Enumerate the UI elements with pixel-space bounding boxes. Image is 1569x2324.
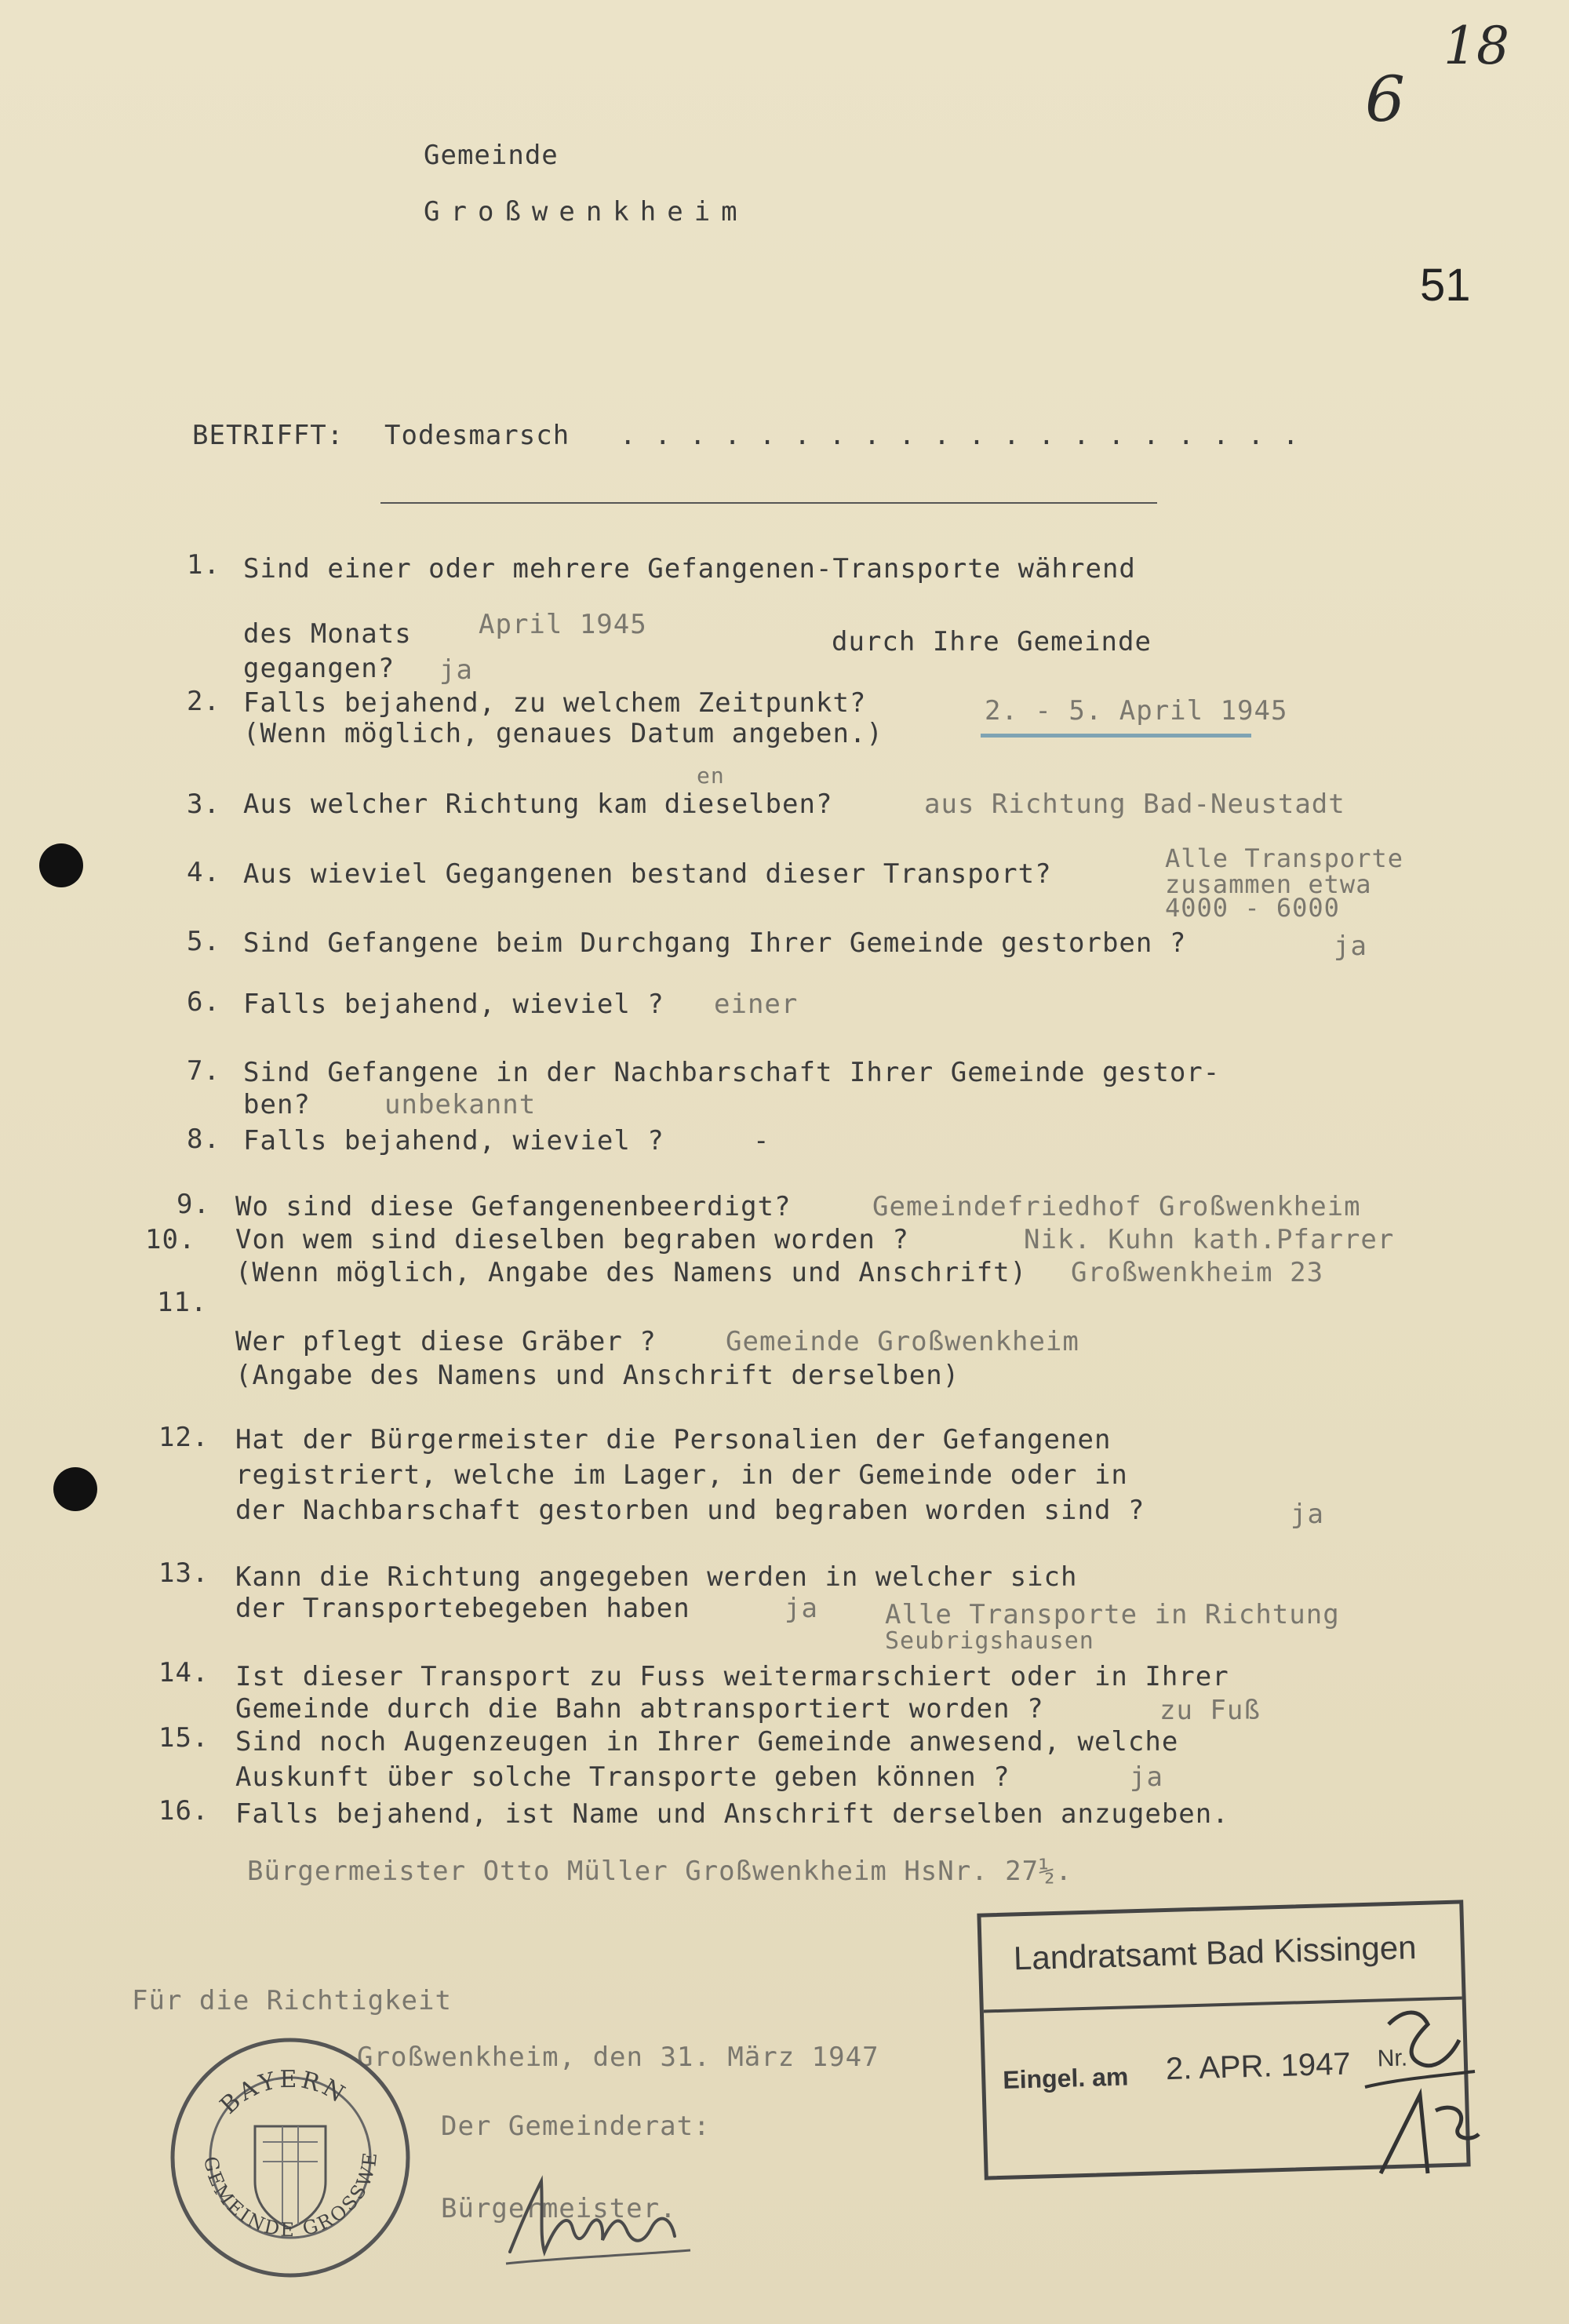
- q10-number: 10.: [145, 1224, 196, 1255]
- q3-correction: en: [697, 763, 725, 789]
- q6-number: 6.: [187, 986, 220, 1018]
- q3-answer: aus Richtung Bad-Neustadt: [924, 789, 1345, 820]
- q9-answer: Gemeindefriedhof Großwenkheim: [872, 1191, 1361, 1222]
- punch-hole-top: [39, 843, 83, 887]
- stamp-received-date: 2. APR. 1947: [1165, 2046, 1352, 2087]
- q12-line-1: Hat der Bürgermeister die Personalien der Gefangenen: [235, 1424, 1112, 1455]
- q12-number: 12.: [158, 1422, 209, 1453]
- q1-line-1: Sind einer oder mehrere Gefangenen-Transporte während: [243, 553, 1136, 585]
- handwritten-mark-18: 18: [1443, 16, 1509, 76]
- q5-answer: ja: [1334, 931, 1367, 962]
- q7-line-1: Sind Gefangene in der Nachbarschaft Ihrer Gemeinde gestor-: [243, 1057, 1221, 1088]
- municipal-seal: [165, 2032, 416, 2283]
- punch-hole-bottom: [53, 1467, 97, 1511]
- q10-answer-line-1: Nik. Kuhn kath.Pfarrer: [1024, 1224, 1395, 1255]
- q10-line-2: (Wenn möglich, Angabe des Namens und Anschrift): [235, 1257, 1028, 1288]
- seal-top-text: BAYERN: [214, 2065, 352, 2120]
- q6-question: Falls bejahend, wieviel ?: [243, 989, 664, 1020]
- q14-answer: zu Fuß: [1159, 1695, 1261, 1726]
- q15-line-2: Auskunft über solche Transporte geben können ?: [235, 1761, 1010, 1793]
- stamp-handwriting: [1334, 1993, 1491, 2181]
- subject-label: BETRIFFT:: [192, 420, 344, 451]
- q8-question: Falls bejahend, wieviel ?: [243, 1125, 664, 1157]
- subject-value: Todesmarsch: [384, 420, 570, 451]
- q11-line-2: (Angabe des Namens und Anschrift derselben): [235, 1360, 960, 1391]
- q2-number: 2.: [187, 686, 220, 717]
- q12-answer: ja: [1291, 1499, 1324, 1530]
- q9-number: 9.: [177, 1189, 210, 1220]
- municipality-name: Großwenkheim: [424, 196, 748, 228]
- q4-question: Aus wieviel Gegangenen bestand dieser Transport?: [243, 858, 1052, 890]
- q2-line-1: Falls bejahend, zu welchem Zeitpunkt?: [243, 687, 867, 719]
- q1-month: April 1945: [479, 609, 647, 640]
- q13-answer: ja: [784, 1593, 818, 1624]
- q16-question: Falls bejahend, ist Name und Anschrift derselben anzugeben.: [235, 1798, 1229, 1830]
- q13-answer-line-1: Alle Transporte in Richtung: [885, 1599, 1340, 1630]
- stamp-received-label: Eingel. am: [1002, 2062, 1129, 2094]
- q7-number: 7.: [187, 1055, 220, 1087]
- q16-answer: Bürgermeister Otto Müller Großwenkheim HsNr. 27½.: [247, 1856, 1073, 1887]
- q13-number: 13.: [158, 1557, 209, 1589]
- subject-dots: ....................: [620, 420, 1318, 451]
- certification-text: Für die Richtigkeit: [132, 1985, 452, 2016]
- q2-answer: 2. - 5. April 1945: [985, 695, 1288, 727]
- place-date: Großwenkheim, den 31. März 1947: [357, 2042, 879, 2073]
- q14-line-2: Gemeinde durch die Bahn abtransportiert worden ?: [235, 1693, 1044, 1725]
- q9-question: Wo sind diese Gefangenenbeerdigt?: [235, 1191, 792, 1222]
- q11-number: 11.: [157, 1287, 208, 1318]
- q14-number: 14.: [158, 1657, 209, 1688]
- q6-answer: einer: [714, 989, 799, 1020]
- q4-answer-line-2: zusammen etwa: [1165, 869, 1372, 899]
- q12-line-3: der Nachbarschaft gestorben und begraben worden sind ?: [235, 1495, 1145, 1526]
- municipality-label: Gemeinde: [424, 140, 559, 171]
- q13-line-1: Kann die Richtung angegeben werden in welcher sich: [235, 1561, 1078, 1593]
- stamp-authority: Landratsamt Bad Kissingen: [1013, 1929, 1418, 1977]
- seal-graphic: [165, 2032, 416, 2283]
- subject-rule: [380, 502, 1157, 504]
- q14-line-1: Ist dieser Transport zu Fuss weitermarschiert oder in Ihrer: [235, 1661, 1229, 1692]
- q1-number: 1.: [187, 549, 220, 581]
- q5-question: Sind Gefangene beim Durchgang Ihrer Gemeinde gestorben ?: [243, 927, 1187, 959]
- q3-number: 3.: [187, 789, 220, 820]
- q8-number: 8.: [187, 1124, 220, 1155]
- q4-answer-line-3: 4000 - 6000: [1165, 893, 1340, 923]
- q13-line-2: der Transportebegeben haben: [235, 1593, 690, 1624]
- stamp-nr-label: Nr.: [1377, 2045, 1408, 2072]
- mayor-label: Bürgermeister.: [441, 2193, 677, 2224]
- q13-answer-line-2: Seubrigshausen: [885, 1627, 1094, 1655]
- q15-answer: ja: [1130, 1761, 1163, 1793]
- q2-line-2: (Wenn möglich, genaues Datum angeben.): [243, 718, 883, 749]
- q10-line-1: Von wem sind dieselben begraben worden ?: [235, 1224, 909, 1255]
- q1-line-3: durch Ihre Gemeinde: [832, 626, 1152, 657]
- handwritten-mark-6: 6: [1365, 63, 1405, 136]
- seal-ring-text: GEMEINDE GROSSWE: [199, 2149, 382, 2242]
- q4-number: 4.: [187, 857, 220, 888]
- q7-line-2: ben?: [243, 1089, 311, 1120]
- q11-line-1: Wer pflegt diese Gräber ?: [235, 1326, 657, 1357]
- q15-number: 15.: [158, 1722, 209, 1754]
- q4-answer-line-1: Alle Transporte: [1165, 843, 1403, 873]
- q3-question: Aus welcher Richtung kam dieselben?: [243, 789, 833, 820]
- q11-answer: Gemeinde Großwenkheim: [726, 1326, 1079, 1357]
- q15-line-1: Sind noch Augenzeugen in Ihrer Gemeinde anwesend, welche: [235, 1726, 1179, 1758]
- page-number: 51: [1420, 260, 1471, 311]
- q1-line-2: des Monats: [243, 618, 412, 650]
- council-label: Der Gemeinderat:: [441, 2111, 711, 2142]
- q12-line-2: registriert, welche im Lager, in der Gemeinde oder in: [235, 1459, 1128, 1491]
- q1-line-4: gegangen?: [243, 653, 395, 684]
- q16-number: 16.: [158, 1795, 209, 1827]
- q8-answer: -: [753, 1125, 770, 1157]
- q2-answer-underline: [981, 734, 1251, 738]
- q5-number: 5.: [187, 926, 220, 957]
- q1-answer: ja: [439, 654, 473, 686]
- q7-answer: unbekannt: [384, 1089, 537, 1120]
- signature: [494, 2166, 714, 2275]
- q10-answer-line-2: Großwenkheim 23: [1071, 1257, 1324, 1288]
